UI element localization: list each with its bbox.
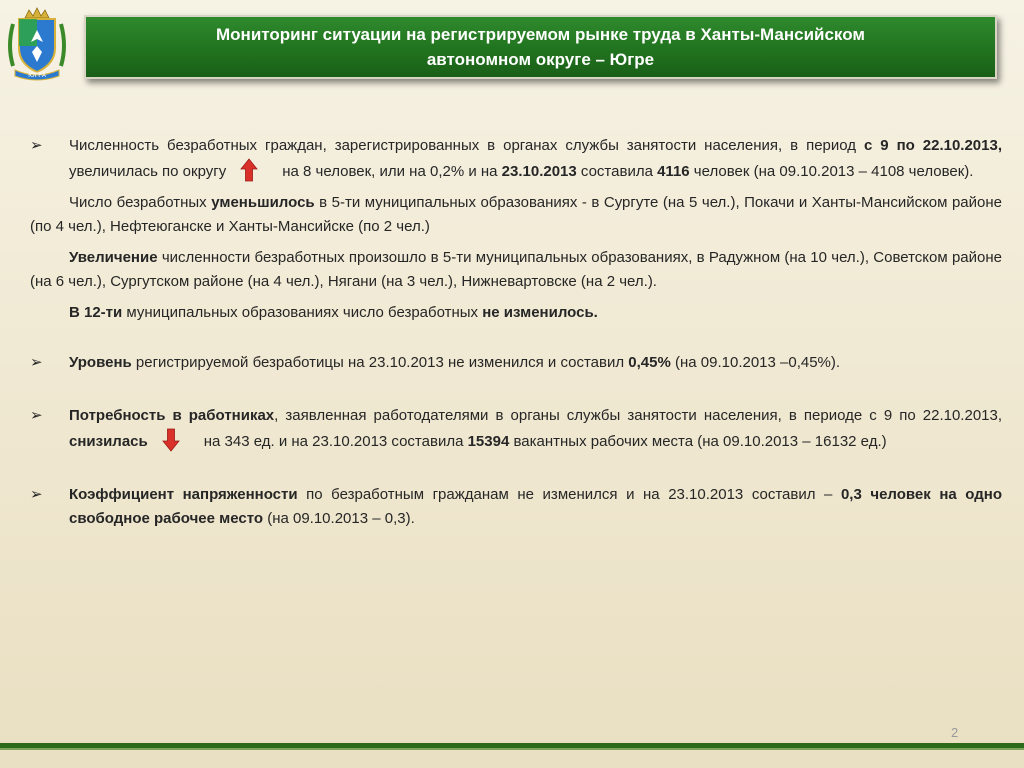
arrow-up-icon [240,158,258,182]
bullet-arrow-icon: ➢ [30,137,43,154]
footer-bar-light [0,748,1024,750]
slide-content [30,134,1002,530]
page-number: 2 [951,725,959,740]
title-line-1: Мониторинг ситуации на регистрируемом рынке труда в Ханты-Мансийском [216,25,865,44]
bullet-unemployment-level: ➢ Уровень регистрируемой безработицы на 23.10.2013 не изменился и составил 0,45% (на 09.10.2013 –0,45%). [30,351,1002,375]
paragraph-no-change: В 12-ти муниципальных образованиях число безработных не изменилось. [69,304,598,321]
bullet-tension-coefficient: ➢ Коэффициент напряженности по безработным гражданам не изменился и на 23.10.2013 составил – 0,3 человек на одно свободное рабочее место (на 09.10.2013 – 0,3). [30,483,1002,530]
coat-of-arms-emblem [5,6,69,84]
title-banner [84,15,997,79]
bullet-arrow-icon: ➢ [30,486,43,503]
paragraph-decrease: Число безработных уменьшилось в 5-ти муниципальных образованиях - в Сургуте (на 5 чел.), Покачи и Ханты-Мансийском районе (по 4 чел.), Нефтеюганске и Ханты-Мансийске (по 2 чел.) [30,194,1003,235]
paragraph-increase: Увеличение численности безработных произошло в 5-ти муниципальных образованиях, в Радужном (на 10 чел.), Советском районе (на 6 чел.), Сургутском районе (на 4 чел.), Нягани (на 3 чел.), Нижневартовске (на 2 чел.). [30,249,1002,290]
page-title [131,22,951,72]
title-line-2: автономном округе – Югре [426,50,655,69]
bullet-arrow-icon: ➢ [30,407,43,424]
arrow-down-icon [162,428,180,452]
bullet-worker-demand: ➢ Потребность в работниках, заявленная работодателями в органы службы занятости населения, в периоде с 9 по 22.10.2013, снизилась на 343 ед. и на 23.10.2013 составила 15394 вакантных рабочих места (на 09.10.2013 – 16132 ед.) [30,404,1002,453]
bullet-arrow-icon: ➢ [30,353,43,371]
svg-text:ЮГРА: ЮГРА [28,72,46,79]
bullet-unemployed-count: ➢ Численность безработных граждан, зарегистрированных в органах службы занятости населения, в период с 9 по 22.10.2013, увеличилась по округу на 8 человек, или на 0,2% и на 23.10.2013 составила 4116 человек (на 09.10.2013 – 4108 человек). [30,134,1002,183]
